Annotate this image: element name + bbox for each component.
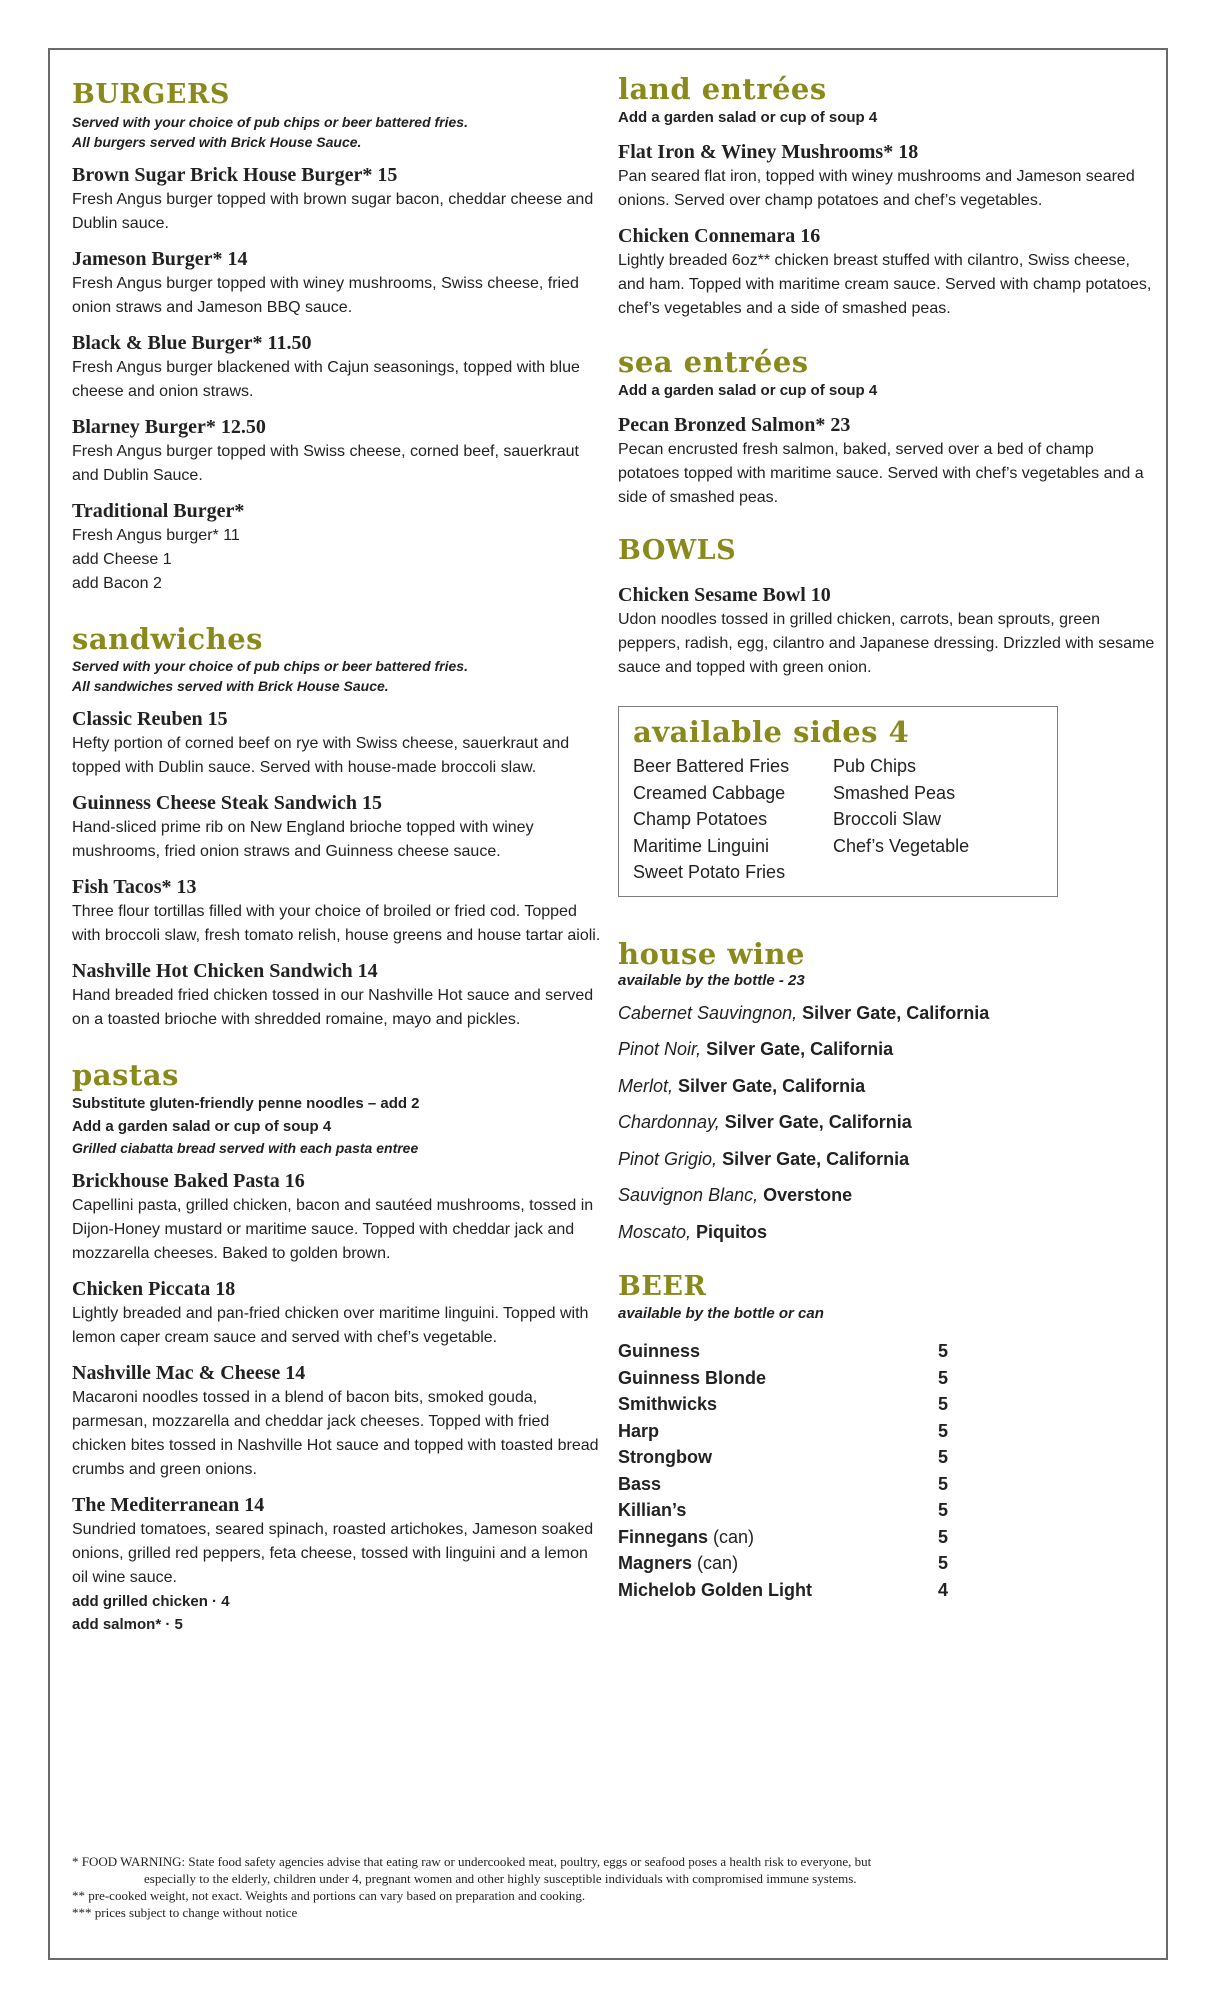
beer-name: Harp [618, 1420, 660, 1441]
item-name: Pecan Bronzed Salmon* 23 [618, 414, 851, 436]
side-item: Maritime Linguini [633, 835, 770, 856]
beer-price: 5 [938, 1420, 949, 1441]
item-description: Fresh Angus burger topped with Swiss cheese, corned beef, sauerkraut and Dublin Sauce. [72, 443, 579, 484]
beer-row [618, 1577, 1158, 1604]
item-description: Pan seared flat iron, topped with winey mushrooms and Jameson seared onions. Served over champ potatoes and chef’s vegetables. [618, 168, 1135, 209]
pastas-note-1: Substitute gluten-friendly penne noodles – add 2 [72, 1095, 420, 1112]
side-item: Beer Battered Fries [633, 756, 790, 776]
beer-row [618, 1497, 1158, 1524]
house-wine-section [618, 937, 1158, 1251]
beer-row [618, 1550, 1158, 1577]
beer-name: Strongbow [618, 1447, 712, 1467]
available-sides-box [618, 706, 1058, 897]
wine-varietal: Chardonnay, [618, 1112, 720, 1132]
beer-price: 5 [938, 1526, 949, 1547]
menu-item [72, 414, 607, 488]
item-price-line: Fresh Angus burger* 11 [72, 527, 240, 544]
bowls-title: BOWLS [618, 535, 737, 566]
menu-item-traditional-burger [72, 498, 607, 596]
sandwiches-note-1: Served with your choice of pub chips or beer battered fries. [72, 658, 468, 674]
beer-row [618, 1391, 1158, 1418]
beer-price: 5 [938, 1500, 949, 1520]
burgers-title: BURGERS [72, 79, 230, 110]
wine-producer: Silver Gate, California [678, 1075, 866, 1096]
item-name: Flat Iron & Winey Mushrooms* 18 [618, 141, 919, 163]
side-item: Pub Chips [833, 756, 917, 776]
item-addon-line: add Bacon 2 [72, 575, 162, 592]
left-column [72, 78, 607, 1654]
beer-name: Magners [618, 1553, 693, 1573]
wine-row [618, 1031, 1158, 1068]
menu-item [72, 246, 607, 320]
wine-row [618, 995, 1158, 1032]
sea-entrees-note: Add a garden salad or cup of soup 4 [618, 382, 878, 399]
item-description: Sundried tomatoes, seared spinach, roasted artichokes, Jameson soaked onions, grilled red peppers, feta cheese, tossed with linguini and a lemon oil wine sauce. [72, 1521, 594, 1586]
sandwiches-title: sandwiches [72, 622, 263, 656]
wine-varietal: Merlot, [618, 1075, 674, 1096]
pastas-section [72, 1058, 607, 1636]
wine-row [618, 1214, 1158, 1251]
price-note: *** prices subject to change without notice [72, 1905, 298, 1920]
side-item: Chef’s Vegetable [833, 835, 970, 856]
item-description: Fresh Angus burger blackened with Cajun seasonings, topped with blue cheese and onion straws. [72, 359, 580, 400]
item-name: Brickhouse Baked Pasta 16 [72, 1170, 305, 1192]
beer-name: Michelob Golden Light [618, 1579, 812, 1600]
beer-section [618, 1270, 1158, 1603]
pastas-note-2: Add a garden salad or cup of soup 4 [72, 1118, 332, 1135]
wine-row [618, 1177, 1158, 1214]
weight-note: ** pre-cooked weight, not exact. Weights and portions can vary based on preparation and cooking. [72, 1888, 586, 1903]
item-description: Three flour tortillas filled with your choice of broiled or fried cod. Topped with broccoli slaw, fresh tomato relish, house greens and house tartar aioli. [72, 903, 601, 944]
menu-item [72, 1276, 607, 1350]
beer-note: available by the bottle or can [618, 1305, 824, 1322]
land-entrees-note: Add a garden salad or cup of soup 4 [618, 109, 878, 126]
beer-row [618, 1444, 1158, 1471]
item-name: Nashville Mac & Cheese 14 [72, 1362, 306, 1384]
item-description: Lightly breaded and pan-fried chicken over maritime linguini. Topped with lemon caper cream sauce and served with chef’s vegetable. [72, 1305, 589, 1346]
wine-varietal: Pinot Grigio, [618, 1148, 718, 1169]
pastas-note-3: Grilled ciabatta bread served with each pasta entree [72, 1140, 419, 1156]
menu-item [618, 223, 1158, 321]
bowls-section [618, 534, 1158, 680]
beer-title: BEER [618, 1271, 707, 1302]
beer-name: Killian’s [618, 1500, 687, 1520]
beer-row [618, 1418, 1158, 1445]
house-wine-note: available by the bottle - 23 [618, 971, 805, 989]
beer-name: Bass [618, 1473, 662, 1494]
item-description: Capellini pasta, grilled chicken, bacon and sautéed mushrooms, tossed in Dijon-Honey mustard or maritime sauce. Topped with cheddar jack and mozzarella cheeses. Baked to golden brown. [72, 1197, 594, 1262]
beer-price: 5 [938, 1394, 949, 1414]
item-name: Classic Reuben 15 [72, 708, 228, 730]
beer-row [618, 1338, 1158, 1365]
beer-row [618, 1524, 1158, 1551]
beer-container: (can) [713, 1526, 755, 1547]
wine-varietal: Sauvignon Blanc, [618, 1185, 759, 1205]
item-name: Chicken Piccata 18 [72, 1278, 236, 1300]
right-column [618, 72, 1158, 1621]
side-item: Creamed Cabbage [633, 782, 786, 803]
wine-producer: Overstone [763, 1185, 853, 1205]
menu-item [72, 330, 607, 404]
beer-name: Guinness Blonde [618, 1367, 767, 1388]
beer-price: 5 [938, 1447, 949, 1467]
item-name: Blarney Burger* 12.50 [72, 416, 266, 438]
item-name: Guinness Cheese Steak Sandwich 15 [72, 792, 383, 814]
wine-producer: Piquitos [696, 1221, 768, 1242]
wine-varietal: Moscato, [618, 1221, 692, 1242]
item-name: Brown Sugar Brick House Burger* 15 [72, 164, 398, 186]
beer-name: Guinness [618, 1341, 701, 1361]
item-description: Hefty portion of corned beef on rye with Swiss cheese, sauerkraut and topped with Dublin sauce. Served with house-made broccoli slaw. [72, 735, 570, 776]
menu-item [72, 1360, 607, 1482]
burgers-note-1: Served with your choice of pub chips or beer battered fries. [72, 114, 468, 130]
menu-item [618, 139, 1158, 213]
item-name: The Mediterranean 14 [72, 1494, 265, 1516]
side-item: Smashed Peas [833, 782, 956, 803]
item-description: Hand breaded fried chicken tossed in our Nashville Hot sauce and served on a toasted brioche with shredded romaine, mayo and pickles. [72, 987, 594, 1028]
side-item: Champ Potatoes [633, 809, 768, 829]
sides-list [633, 753, 1043, 886]
menu-item [72, 874, 607, 948]
item-name: Nashville Hot Chicken Sandwich 14 [72, 960, 378, 982]
beer-container: (can) [697, 1553, 739, 1573]
menu-item [72, 706, 607, 780]
beer-price: 4 [938, 1579, 949, 1600]
wine-producer: Silver Gate, California [724, 1112, 912, 1132]
beer-price: 5 [938, 1553, 949, 1573]
beer-price: 5 [938, 1367, 949, 1388]
side-item [833, 859, 1013, 886]
item-name: Jameson Burger* 14 [72, 248, 248, 270]
item-description: Macaroni noodles tossed in a blend of bacon bits, smoked gouda, parmesan, mozzarella and cheddar jack cheeses. Topped with fried chicken bites tossed in Nashville Hot sauce and topped with toasted bread crumbs and green onions. [72, 1389, 599, 1478]
beer-name: Finnegans [618, 1526, 709, 1547]
menu-item [72, 790, 607, 864]
wine-varietal: Cabernet Sauvingnon, [618, 1002, 798, 1023]
item-description: Fresh Angus burger topped with winey mushrooms, Swiss cheese, fried onion straws and Jameson BBQ sauce. [72, 275, 579, 316]
menu-item [72, 958, 607, 1032]
beer-row [618, 1365, 1158, 1392]
sides-title: available sides 4 [633, 715, 910, 749]
item-description: Pecan encrusted fresh salmon, baked, served over a bed of champ potatoes topped with maritime sauce. Served with chef’s vegetables and a side of smashed peas. [618, 441, 1144, 506]
item-description: Fresh Angus burger topped with brown sugar bacon, cheddar cheese and Dublin sauce. [72, 191, 594, 232]
food-warning-line: * FOOD WARNING: State food safety agencies advise that eating raw or undercooked meat, poultry, eggs or seafood poses a health risk to everyone, but [72, 1854, 872, 1869]
footer-disclaimer [72, 1853, 1132, 1921]
sandwiches-note-2: All sandwiches served with Brick House Sauce. [72, 678, 389, 694]
addon-grilled-chicken: add grilled chicken · 4 [72, 1593, 230, 1610]
wine-producer: Silver Gate, California [706, 1039, 894, 1059]
item-name: Black & Blue Burger* 11.50 [72, 332, 312, 354]
beer-price: 5 [938, 1341, 949, 1361]
food-warning-continued: especially to the elderly, children under 4, pregnant women and other highly susceptible individuals with compromised immune systems. [144, 1871, 857, 1886]
menu-item [618, 582, 1158, 680]
house-wine-title: house wine [618, 936, 805, 971]
beer-row [618, 1471, 1158, 1498]
land-entrees-title: land entrées [618, 72, 827, 106]
item-description: Hand-sliced prime rib on New England brioche topped with winey mushrooms, fried onion straws and Guinness cheese sauce. [72, 819, 534, 860]
side-item: Broccoli Slaw [833, 809, 942, 829]
item-name: Traditional Burger* [72, 500, 245, 522]
beer-name: Smithwicks [618, 1394, 718, 1414]
menu-item [72, 1492, 607, 1636]
item-description: Udon noodles tossed in grilled chicken, carrots, bean sprouts, green peppers, radish, egg, cilantro and Japanese dressing. Drizzled with sesame sauce and topped with green onion. [618, 611, 1155, 676]
menu-item [72, 162, 607, 236]
side-item: Sweet Potato Fries [633, 862, 786, 882]
wine-row [618, 1068, 1158, 1105]
item-addon-line: add Cheese 1 [72, 551, 172, 568]
item-description: Lightly breaded 6oz** chicken breast stuffed with cilantro, Swiss cheese, and ham. Topped with maritime cream sauce. Served with champ potatoes, chef’s vegetables and a side of smashed peas. [618, 252, 1152, 317]
beer-list [618, 1338, 1158, 1603]
sea-entrees-title: sea entrées [618, 345, 809, 379]
land-entrees-section [618, 72, 1158, 321]
burgers-section [72, 78, 607, 596]
wine-row [618, 1141, 1158, 1178]
item-name: Chicken Sesame Bowl 10 [618, 584, 831, 606]
beer-price: 5 [938, 1473, 949, 1494]
wine-row [618, 1104, 1158, 1141]
wine-producer: Silver Gate, California [722, 1148, 910, 1169]
sandwiches-section [72, 622, 607, 1032]
item-name: Fish Tacos* 13 [72, 876, 197, 898]
sea-entrees-section [618, 345, 1158, 510]
wine-varietal: Pinot Noir, [618, 1039, 702, 1059]
pastas-title: pastas [72, 1058, 179, 1092]
wine-producer: Silver Gate, California [802, 1002, 990, 1023]
item-name: Chicken Connemara 16 [618, 225, 821, 247]
burgers-note-2: All burgers served with Brick House Sauce. [72, 134, 362, 150]
addon-salmon: add salmon* · 5 [72, 1616, 183, 1633]
menu-item [72, 1168, 607, 1266]
menu-item [618, 412, 1158, 510]
